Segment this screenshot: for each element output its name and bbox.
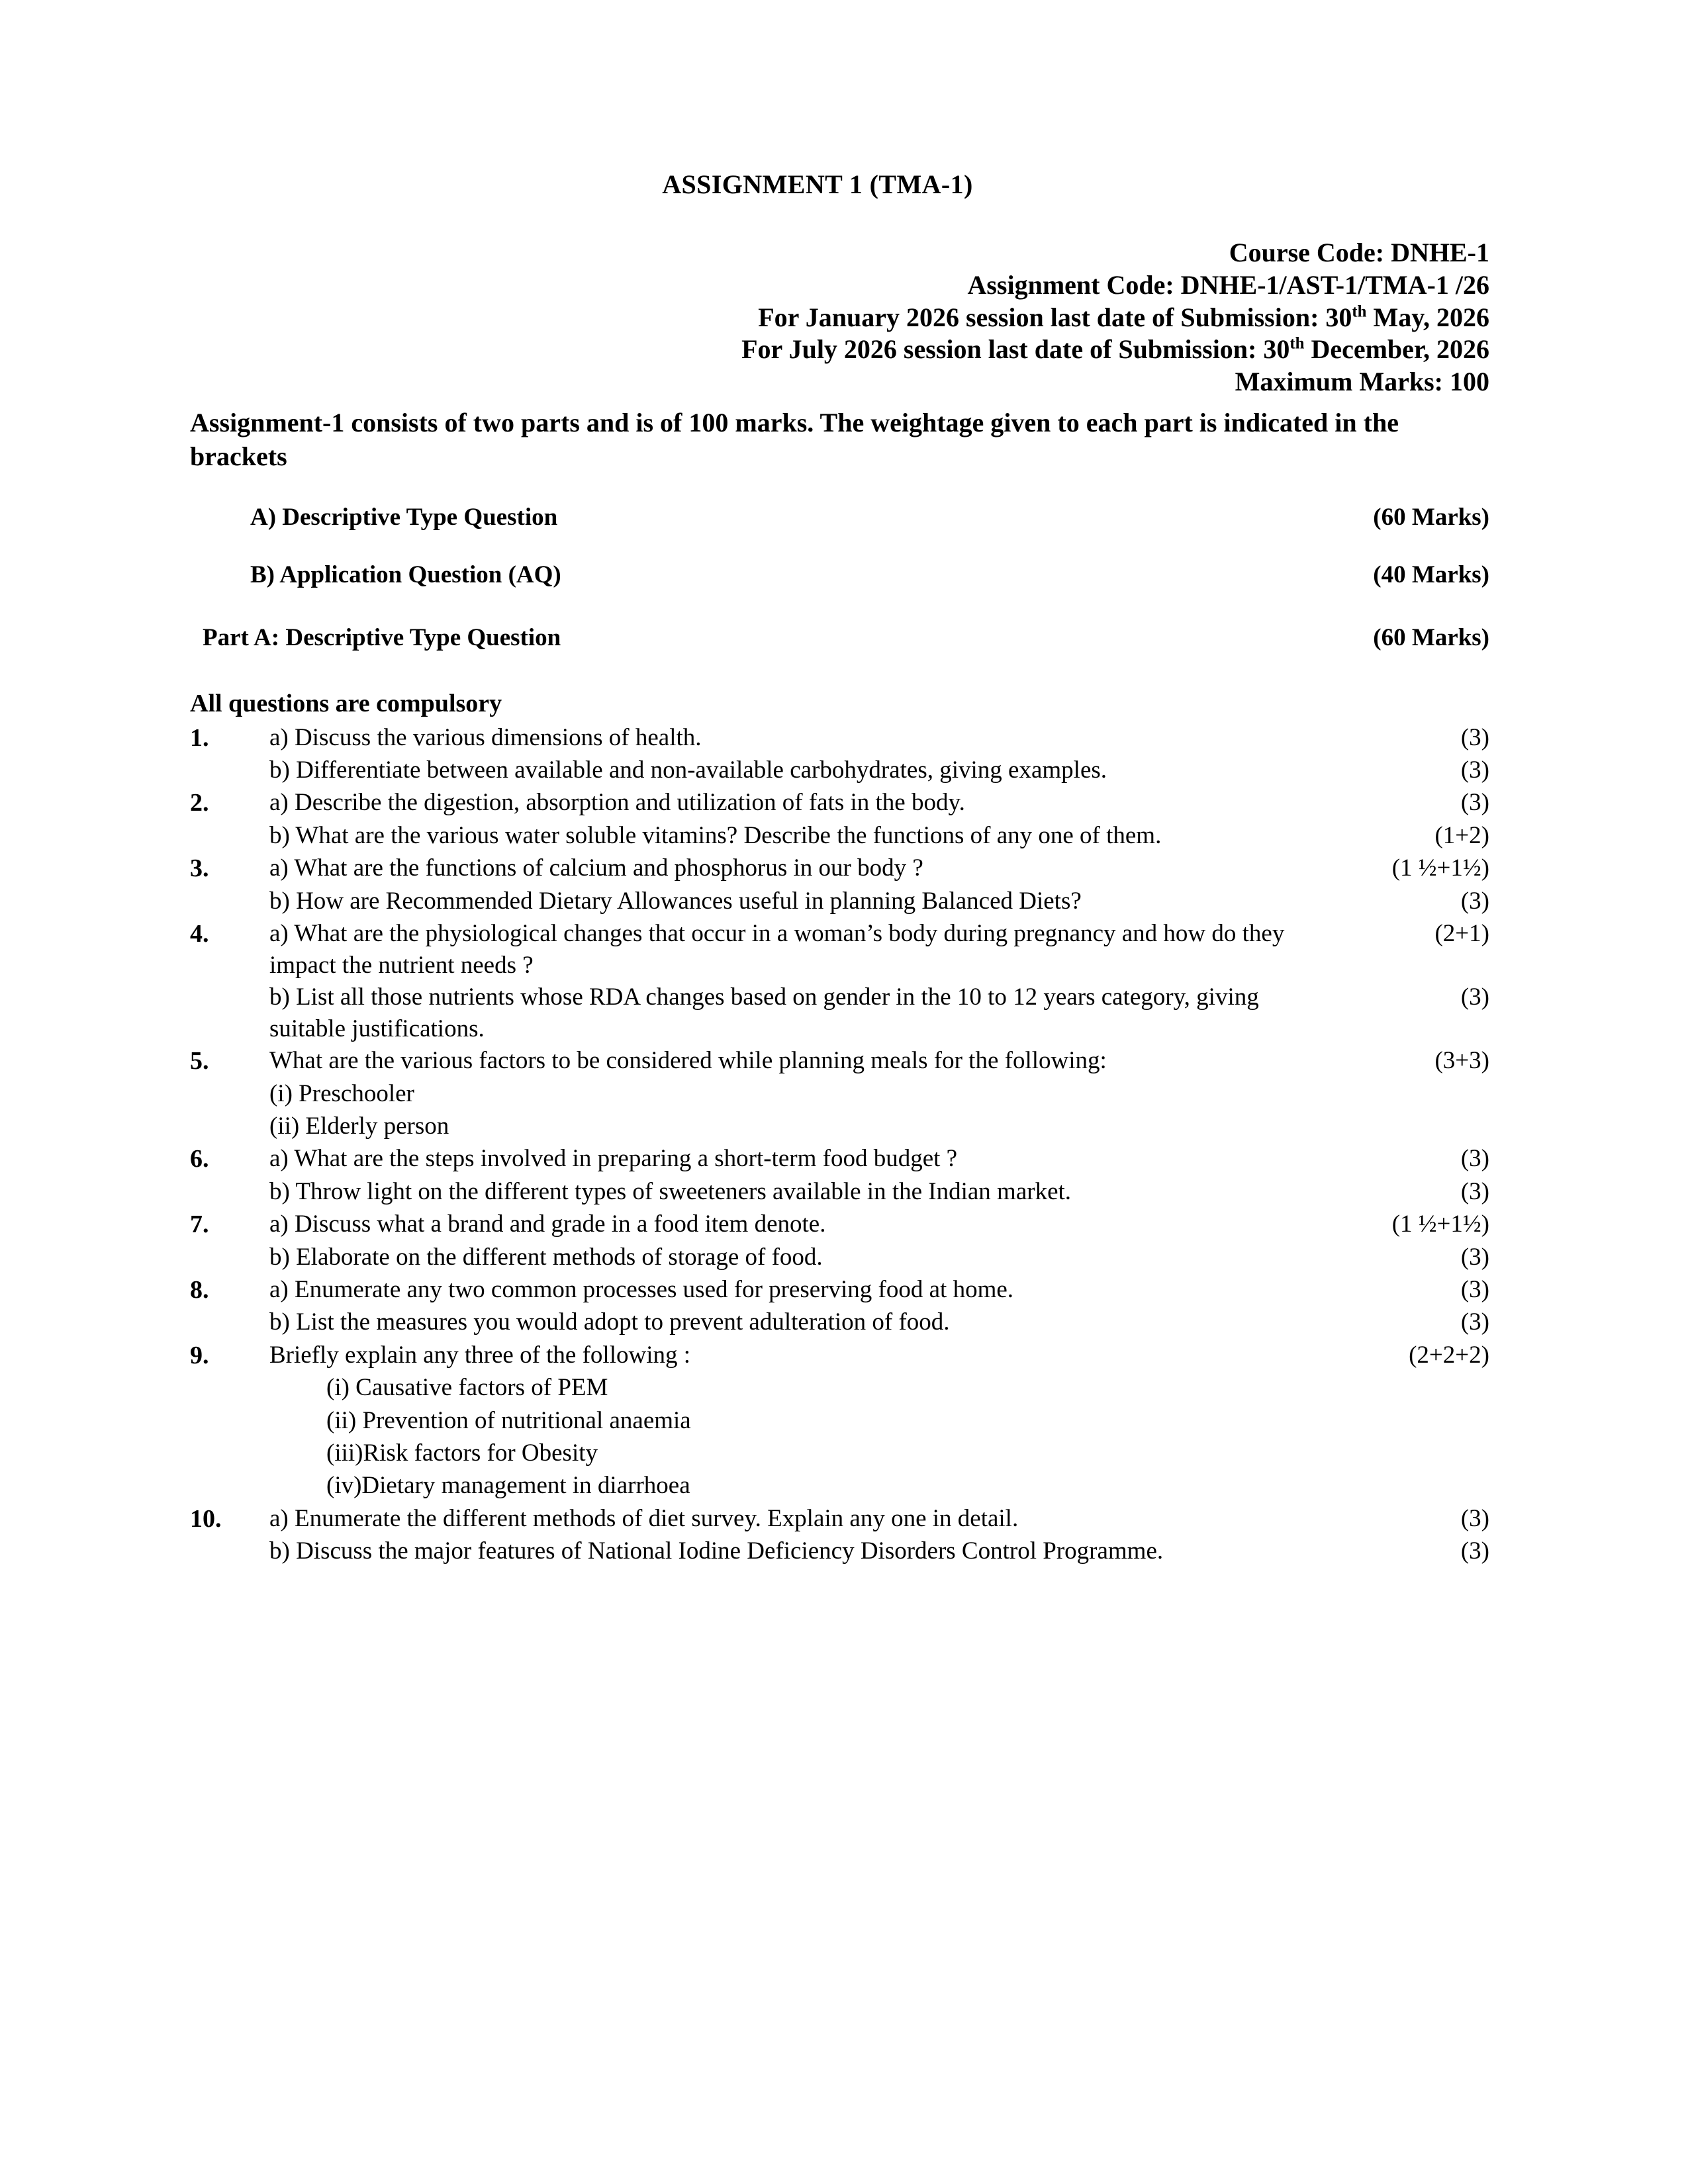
question-marks: (1 ½+1½): [1391, 854, 1489, 882]
question-text: b) Throw light on the different types of sweeteners available in the Indian market.: [269, 1177, 1072, 1205]
question-text: a) Enumerate the different methods of diet survey. Explain any one in detail.: [269, 1504, 1019, 1532]
question-text: a) Describe the digestion, absorption and utilization of fats in the body.: [269, 789, 965, 817]
compulsory-note: All questions are compulsory: [190, 689, 502, 717]
question-text: b) List all those nutrients whose RDA changes based on gender in the 10 to 12 years category, giving suitable justifications.: [269, 983, 1259, 1043]
question-marks: (3+3): [1434, 1047, 1489, 1075]
question-row: [190, 1176, 1489, 1208]
question-marks: (3): [1460, 1145, 1489, 1173]
question-number-spacer: [190, 1535, 269, 1568]
part-a-marks: (60 Marks): [1373, 503, 1489, 531]
part-a-section-marks: (60 Marks): [1373, 623, 1489, 651]
question-number-spacer: [190, 1078, 269, 1111]
question-marks: (3): [1460, 1177, 1489, 1205]
january-session-suffix: May, 2026: [1366, 302, 1489, 332]
question-row: [190, 820, 1489, 852]
question-text: (ii) Prevention of nutritional anaemia: [326, 1406, 691, 1434]
question-marks: (3): [1460, 1308, 1489, 1336]
question-number: 5.: [190, 1047, 209, 1075]
question-number: 6.: [190, 1145, 209, 1173]
question-row: [190, 1143, 1489, 1175]
question-row: [190, 722, 1489, 754]
question-row: [190, 1078, 1489, 1111]
question-marks: (1+2): [1434, 821, 1489, 849]
page-title: ASSIGNMENT 1 (TMA-1): [662, 169, 973, 199]
question-marks: (3): [1460, 1276, 1489, 1304]
question-marks: (2+1): [1434, 919, 1489, 947]
question-marks: (2+2+2): [1409, 1341, 1489, 1369]
question-number-spacer: [190, 1372, 269, 1404]
january-session-ordinal: th: [1352, 302, 1367, 321]
question-text: b) How are Recommended Dietary Allowances useful in planning Balanced Diets?: [269, 887, 1082, 915]
question-number: 8.: [190, 1276, 209, 1304]
question-text: (iii)Risk factors for Obesity: [326, 1439, 598, 1467]
question-list: [192, 722, 1489, 1569]
question-row: [190, 852, 1489, 885]
question-row: [190, 1045, 1489, 1077]
question-text: a) What are the functions of calcium and phosphorus in our body ?: [269, 854, 923, 882]
question-row: [190, 1242, 1489, 1274]
question-number-spacer: [190, 820, 269, 852]
question-number-spacer: [190, 1111, 269, 1143]
question-number: 4.: [190, 919, 209, 948]
question-row: [190, 1405, 1489, 1437]
question-text: a) Discuss what a brand and grade in a food item denote.: [269, 1210, 826, 1238]
part-a-section-label: Part A: Descriptive Type Question: [203, 623, 561, 651]
question-row: [190, 754, 1489, 787]
question-text: b) Discuss the major features of National Iodine Deficiency Disorders Control Programme.: [269, 1537, 1164, 1565]
question-marks: (3): [1460, 1537, 1489, 1565]
july-session-due-line: [192, 334, 1489, 366]
question-text: b) Differentiate between available and non-available carbohydrates, giving examples.: [269, 756, 1107, 784]
question-text: a) What are the physiological changes that occur in a woman’s body during pregnancy and how do they impact the nutrient needs ?: [269, 919, 1285, 979]
question-row: [190, 981, 1489, 1045]
question-number: 3.: [190, 854, 209, 883]
part-a-label: A) Descriptive Type Question: [250, 503, 558, 531]
question-number: 1.: [190, 723, 209, 752]
july-session-ordinal: th: [1289, 335, 1305, 353]
question-row: [190, 1470, 1489, 1502]
question-marks: (3): [1460, 789, 1489, 817]
question-number-spacer: [190, 1470, 269, 1502]
question-marks: (3): [1460, 723, 1489, 751]
question-number: 2.: [190, 789, 209, 817]
question-number-spacer: [190, 886, 269, 918]
question-marks: (1 ½+1½): [1391, 1210, 1489, 1238]
question-text: a) What are the steps involved in preparing a short-term food budget ?: [269, 1145, 958, 1173]
question-number: 9.: [190, 1341, 209, 1369]
question-row: [190, 1274, 1489, 1306]
question-number-spacer: [190, 1306, 269, 1339]
question-number-spacer: [190, 1405, 269, 1437]
question-row: [190, 1437, 1489, 1470]
question-row: [190, 1208, 1489, 1241]
assignment-intro-paragraph: Assignment-1 consists of two parts and is of 100 marks. The weightage given to each part is indicated in the brackets: [190, 407, 1399, 471]
part-row-a: [192, 503, 1489, 531]
question-text: (ii) Elderly person: [269, 1113, 449, 1140]
question-text: b) What are the various water soluble vitamins? Describe the functions of any one of them.: [269, 821, 1162, 849]
question-marks: (3): [1460, 1504, 1489, 1532]
question-number-spacer: [190, 1176, 269, 1208]
question-row: [190, 1372, 1489, 1404]
question-text: (iv)Dietary management in diarrhoea: [326, 1472, 690, 1500]
question-row: [190, 1503, 1489, 1535]
july-session-prefix: For July 2026 session last date of Submission: 30: [741, 334, 1290, 365]
question-row: [190, 1340, 1489, 1372]
question-text: a) Enumerate any two common processes used for preserving food at home.: [269, 1276, 1014, 1304]
question-marks: (3): [1460, 887, 1489, 915]
question-row: [190, 1535, 1489, 1568]
january-session-due-line: [192, 302, 1489, 334]
assignment-meta-block: [192, 237, 1489, 398]
question-number: 10.: [190, 1504, 222, 1533]
part-row-b: [192, 561, 1489, 589]
question-row: [190, 787, 1489, 819]
part-a-section-header: [192, 623, 1489, 652]
question-text: a) Discuss the various dimensions of health.: [269, 723, 702, 751]
question-text: What are the various factors to be considered while planning meals for the following:: [269, 1047, 1107, 1075]
question-number-spacer: [190, 1437, 269, 1470]
assignment-code-line: Assignment Code: DNHE-1/AST-1/TMA-1 /26: [967, 269, 1489, 300]
question-marks: (3): [1460, 1243, 1489, 1271]
question-number-spacer: [190, 1242, 269, 1274]
question-number-spacer: [190, 981, 269, 1014]
maximum-marks-line: Maximum Marks: 100: [1235, 367, 1489, 397]
part-b-marks: (40 Marks): [1373, 561, 1489, 588]
question-row: [190, 918, 1489, 981]
question-text: (i) Preschooler: [269, 1079, 414, 1107]
question-row: [190, 1306, 1489, 1339]
course-code-line: Course Code: DNHE-1: [1229, 238, 1489, 267]
question-marks: (3): [1460, 983, 1489, 1011]
january-session-prefix: For January 2026 session last date of Submission: 30: [758, 302, 1352, 332]
question-row: [190, 886, 1489, 918]
question-text: b) List the measures you would adopt to prevent adulteration of food.: [269, 1308, 950, 1336]
question-text: (i) Causative factors of PEM: [326, 1374, 608, 1402]
part-b-label: B) Application Question (AQ): [250, 561, 561, 588]
question-number: 7.: [190, 1210, 209, 1239]
question-number-spacer: [190, 754, 269, 787]
question-text: b) Elaborate on the different methods of storage of food.: [269, 1243, 823, 1271]
question-row: [190, 1111, 1489, 1143]
question-marks: (3): [1460, 756, 1489, 784]
july-session-suffix: December, 2026: [1304, 334, 1489, 365]
question-text: Briefly explain any three of the following :: [269, 1341, 691, 1369]
